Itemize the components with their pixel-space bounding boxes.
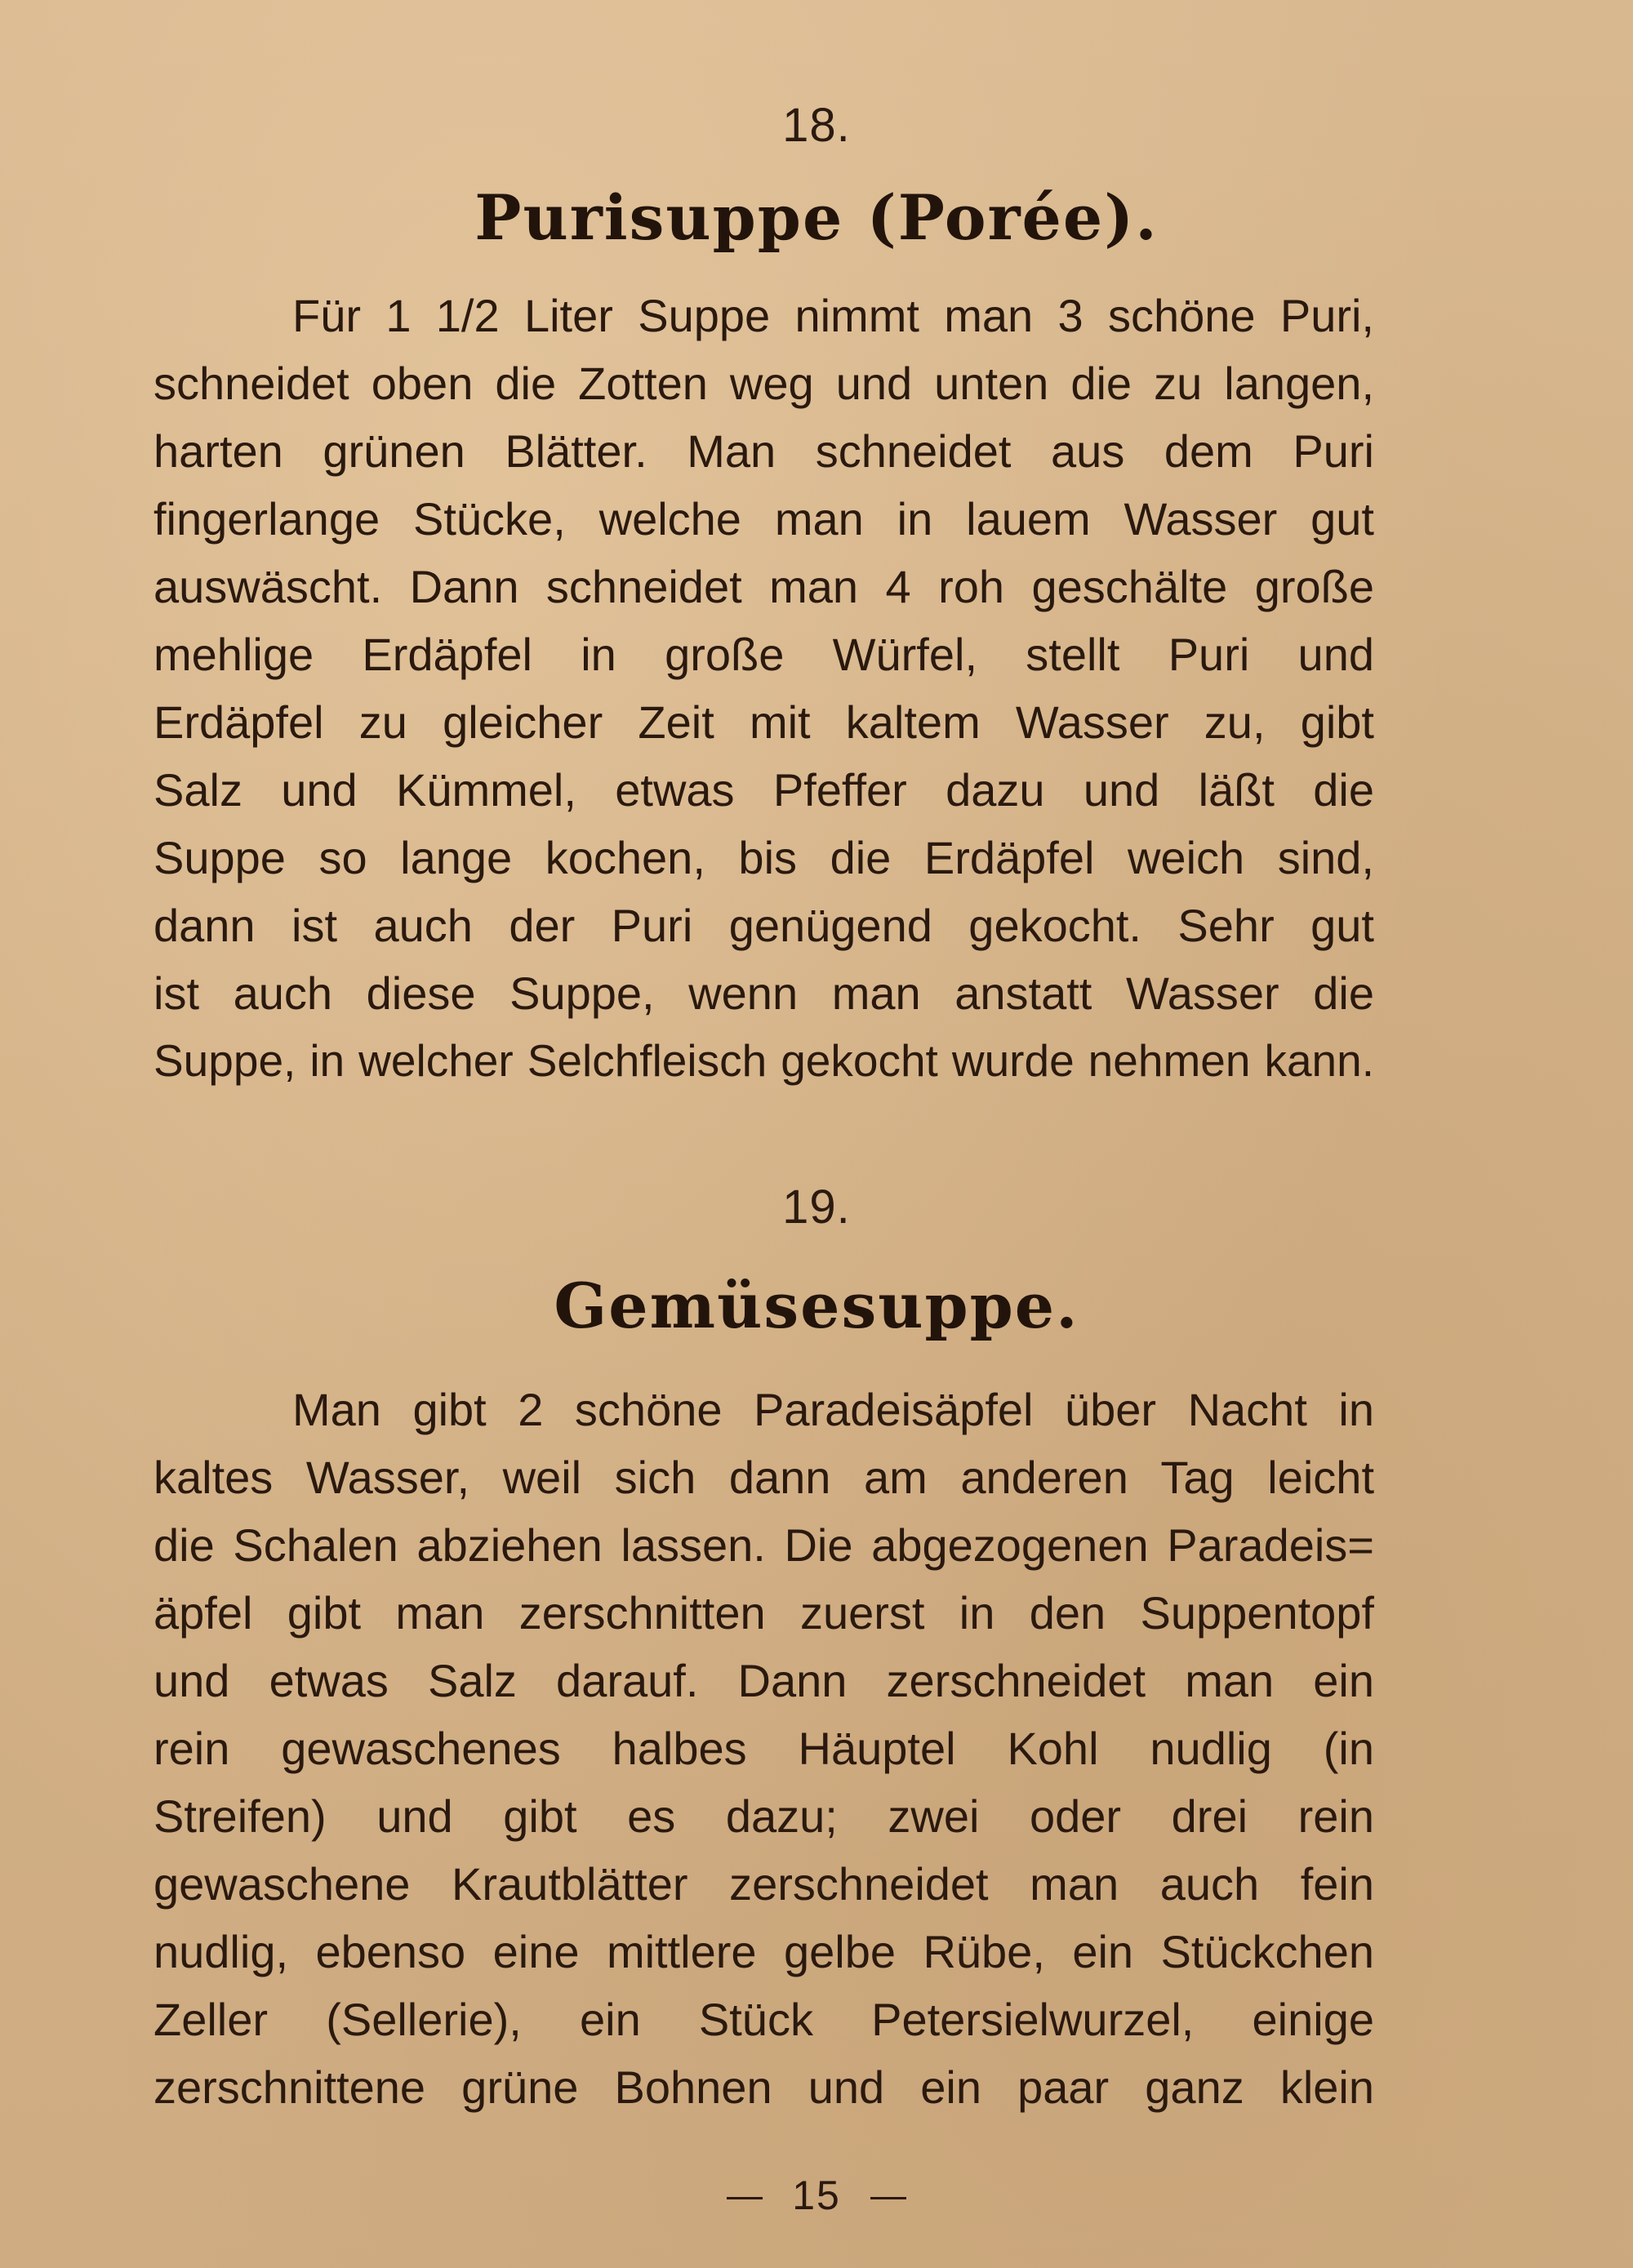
text-line: dann ist auch der Puri genügend gekocht. Sehr gut xyxy=(154,900,1374,951)
left-dash xyxy=(727,2197,763,2199)
text-line: auswäscht. Dann schneidet man 4 roh geschälte große xyxy=(154,561,1374,612)
recipe-18-number: 18. xyxy=(782,99,851,152)
text-line: gewaschene Krautblätter zerschneidet man auch fein xyxy=(154,1858,1374,1910)
text-line: Man gibt 2 schöne Paradeisäpfel über Nacht in xyxy=(292,1384,1374,1435)
recipe-18-body xyxy=(154,282,1374,1095)
text-line: ist auch diese Suppe, wenn man anstatt Wasser die xyxy=(154,967,1374,1019)
text-line: äpfel gibt man zerschnitten zuerst in den Suppentopf xyxy=(154,1587,1374,1639)
text-line: Suppe, in welcher Selchfleisch gekocht wurde nehmen kann. xyxy=(154,1035,1374,1086)
text-line: nudlig, ebenso eine mittlere gelbe Rübe, ein Stückchen xyxy=(154,1926,1374,1977)
recipe-19-body xyxy=(154,1376,1374,2121)
text-line: zerschnittene grüne Bohnen und ein paar ganz klein xyxy=(154,2061,1374,2113)
right-dash xyxy=(870,2197,906,2199)
text-line: fingerlange Stücke, welche man in lauem Wasser gut xyxy=(154,493,1374,545)
text-line: schneidet oben die Zotten weg und unten die zu langen, xyxy=(154,358,1374,409)
text-line: und etwas Salz darauf. Dann zerschneidet man ein xyxy=(154,1655,1374,1706)
text-line: Suppe so lange kochen, bis die Erdäpfel weich sind, xyxy=(154,832,1374,883)
text-line: Salz und Kümmel, etwas Pfeffer dazu und läßt die xyxy=(154,764,1374,816)
text-line: kaltes Wasser, weil sich dann am anderen Tag leicht xyxy=(154,1452,1374,1503)
recipe-19-number: 19. xyxy=(782,1181,851,1234)
text-line: rein gewaschenes halbes Häuptel Kohl nudlig (in xyxy=(154,1723,1374,1774)
text-line: die Schalen abziehen lassen. Die abgezogenen Paradeis= xyxy=(154,1519,1374,1571)
page-number: 15 xyxy=(792,2172,841,2218)
text-line: mehlige Erdäpfel in große Würfel, stellt Puri und xyxy=(154,629,1374,680)
text-line: Erdäpfel zu gleicher Zeit mit kaltem Wasser zu, gibt xyxy=(154,696,1374,748)
recipe-18-title: Purisuppe (Porée). xyxy=(474,181,1159,254)
text-line: Für 1 1/2 Liter Suppe nimmt man 3 schöne Puri, xyxy=(292,290,1374,341)
text-line: harten grünen Blätter. Man schneidet aus dem Puri xyxy=(154,425,1374,477)
text-line: Zeller (Sellerie), ein Stück Petersielwurzel, einige xyxy=(154,1994,1374,2045)
page-number-footer xyxy=(0,2172,1633,2219)
recipe-19-title: Gemüsesuppe. xyxy=(554,1270,1079,1342)
text-line: Streifen) und gibt es dazu; zwei oder drei rein xyxy=(154,1790,1374,1842)
